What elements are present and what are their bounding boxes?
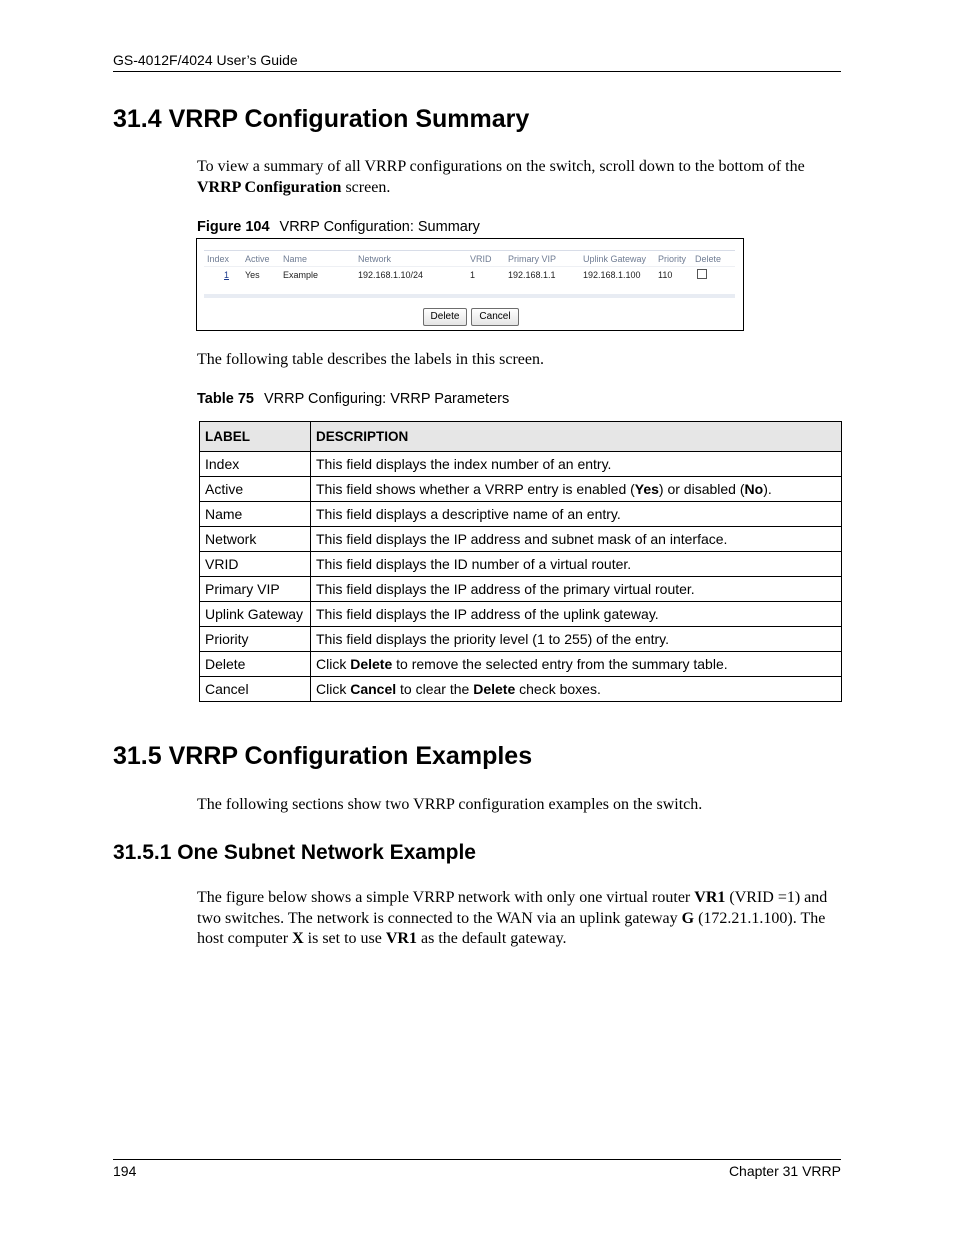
table-title: VRRP Configuring: VRRP Parameters (263, 391, 510, 407)
row-label: Index (200, 452, 311, 477)
description-text: to remove the selected entry from the summary table. (392, 656, 728, 672)
subnet-text-4: is set to use (303, 930, 386, 947)
summary-intro-text: To view a summary of all VRRP configurations on the switch, scroll down to the bottom of the (197, 158, 805, 175)
subnet-text-1: The figure below shows a simple VRRP network with only one virtual router (197, 889, 695, 906)
description-text: This field displays the IP address of the primary virtual router. (316, 581, 695, 597)
fig-header-network: Network (358, 254, 392, 264)
row-label: VRID (200, 552, 311, 577)
table-row (200, 627, 842, 652)
figure-title: VRRP Configuration: Summary (279, 219, 480, 235)
description-text: This field displays the priority level (1 to 255) of the entry. (316, 631, 670, 647)
header-rule (113, 71, 841, 72)
description-text: This field displays the ID number of a virtual router. (316, 556, 632, 572)
row-label: Network (200, 527, 311, 552)
fig-header-priority: Priority (658, 254, 687, 264)
fig-row-vrid: 1 (470, 270, 476, 280)
running-header: GS-4012F/4024 User’s Guide (113, 52, 298, 68)
row-description (311, 602, 842, 627)
description-bold: Yes (634, 481, 659, 497)
subnet-text-3: (172.21.1.100). The host computer (197, 909, 826, 947)
row-description (311, 652, 842, 677)
table-row (200, 577, 842, 602)
description-text: Click (316, 681, 351, 697)
table-caption (197, 391, 509, 407)
row-label: Primary VIP (200, 577, 311, 602)
description-bold: Delete (350, 656, 393, 672)
fig-row-uplink-gateway: 192.168.1.100 (583, 270, 641, 280)
row-description (311, 502, 842, 527)
fig-header-vrid: VRID (470, 254, 492, 264)
fig-cancel-button[interactable]: Cancel (471, 308, 519, 326)
table-row (200, 527, 842, 552)
summary-intro-suffix: screen. (341, 178, 391, 196)
table-intro-paragraph: The following table describes the labels in this screen. (197, 351, 545, 368)
fig-header-uplink-gateway: Uplink Gateway (583, 254, 647, 264)
description-bold: Delete (473, 681, 516, 697)
table-row (200, 552, 842, 577)
description-text: ) or disabled ( (658, 481, 745, 497)
description-bold: Cancel (350, 681, 397, 697)
figure-caption (197, 219, 480, 235)
description-bold: No (744, 481, 764, 497)
section-heading-31-5: 31.5 VRRP Configuration Examples (113, 742, 533, 770)
chapter-label: Chapter 31 VRRP (728, 1163, 841, 1179)
table-label: Table 75 (197, 391, 254, 407)
description-text: ). (763, 481, 772, 497)
row-label: Cancel (200, 677, 311, 702)
examples-intro-paragraph: The following sections show two VRRP configuration examples on the switch. (197, 796, 703, 813)
column-header-description: DESCRIPTION (311, 422, 842, 452)
description-text: Click (316, 656, 351, 672)
fig-row-priority: 110 (658, 270, 673, 280)
row-description (311, 452, 842, 477)
row-label: Active (200, 477, 311, 502)
footer-rule (113, 1159, 841, 1160)
table-header-row (200, 422, 842, 452)
subnet-bold-g: G (681, 909, 695, 927)
row-description (311, 627, 842, 652)
table-body (200, 452, 842, 702)
fig-header-delete: Delete (695, 254, 722, 264)
row-label: Priority (200, 627, 311, 652)
section-heading-31-5-1: 31.5.1 One Subnet Network Example (113, 841, 476, 864)
fig-header-name: Name (283, 254, 308, 264)
fig-header-divider (204, 266, 735, 267)
row-description (311, 677, 842, 702)
row-label: Delete (200, 652, 311, 677)
row-description (311, 577, 842, 602)
summary-table-panel (204, 250, 735, 298)
subnet-bold-x: X (292, 930, 304, 947)
description-text: This field displays the IP address and subnet mask of an interface. (316, 531, 728, 547)
description-text: This field displays a descriptive name of an entry. (316, 506, 621, 522)
fig-header-primary-vip: Primary VIP (508, 254, 557, 264)
page-number: 194 (113, 1163, 137, 1179)
subnet-example-paragraph (197, 888, 847, 950)
subnet-bold-vr1-default: VR1 (385, 930, 417, 947)
table-row (200, 452, 842, 477)
fig-row-network: 192.168.1.10/24 (358, 270, 424, 280)
fig-header-active: Active (245, 254, 270, 264)
row-label: Uplink Gateway (200, 602, 311, 627)
table-row (200, 502, 842, 527)
description-text: to clear the (396, 681, 474, 697)
row-description (311, 527, 842, 552)
subnet-text-5: as the default gateway. (416, 930, 567, 947)
row-label: Name (200, 502, 311, 527)
figure-label: Figure 104 (197, 219, 270, 235)
description-text: check boxes. (515, 681, 601, 697)
subnet-text-2: (VRID =1) and two switches. The network is connected to the WAN via an uplink gateway (197, 889, 828, 927)
fig-row-active: Yes (245, 270, 260, 280)
table-row (200, 602, 842, 627)
fig-row-name: Example (283, 270, 319, 280)
fig-header-index: Index (207, 254, 230, 264)
row-description (311, 552, 842, 577)
fig-row-delete-checkbox[interactable] (697, 269, 707, 279)
table-row (200, 677, 842, 702)
fig-delete-button[interactable]: Delete (423, 308, 467, 326)
description-text: This field displays the IP address of the uplink gateway. (316, 606, 659, 622)
summary-intro-paragraph (197, 157, 847, 198)
table-row (200, 477, 842, 502)
subnet-bold-vr1: VR1 (694, 889, 726, 906)
fig-row-primary-vip: 192.168.1.1 (508, 270, 556, 280)
fig-row-index-link[interactable]: 1 (224, 270, 230, 280)
summary-intro-bold: VRRP Configuration (197, 178, 342, 196)
description-text: This field shows whether a VRRP entry is enabled ( (316, 481, 635, 497)
description-text: This field displays the index number of an entry. (316, 456, 612, 472)
section-heading-31-4: 31.4 VRRP Configuration Summary (113, 105, 530, 133)
column-header-label: LABEL (200, 422, 311, 452)
table-row (200, 652, 842, 677)
vrrp-parameters-table (199, 421, 842, 702)
row-description (311, 477, 842, 502)
vrrp-summary-screenshot (196, 238, 744, 331)
